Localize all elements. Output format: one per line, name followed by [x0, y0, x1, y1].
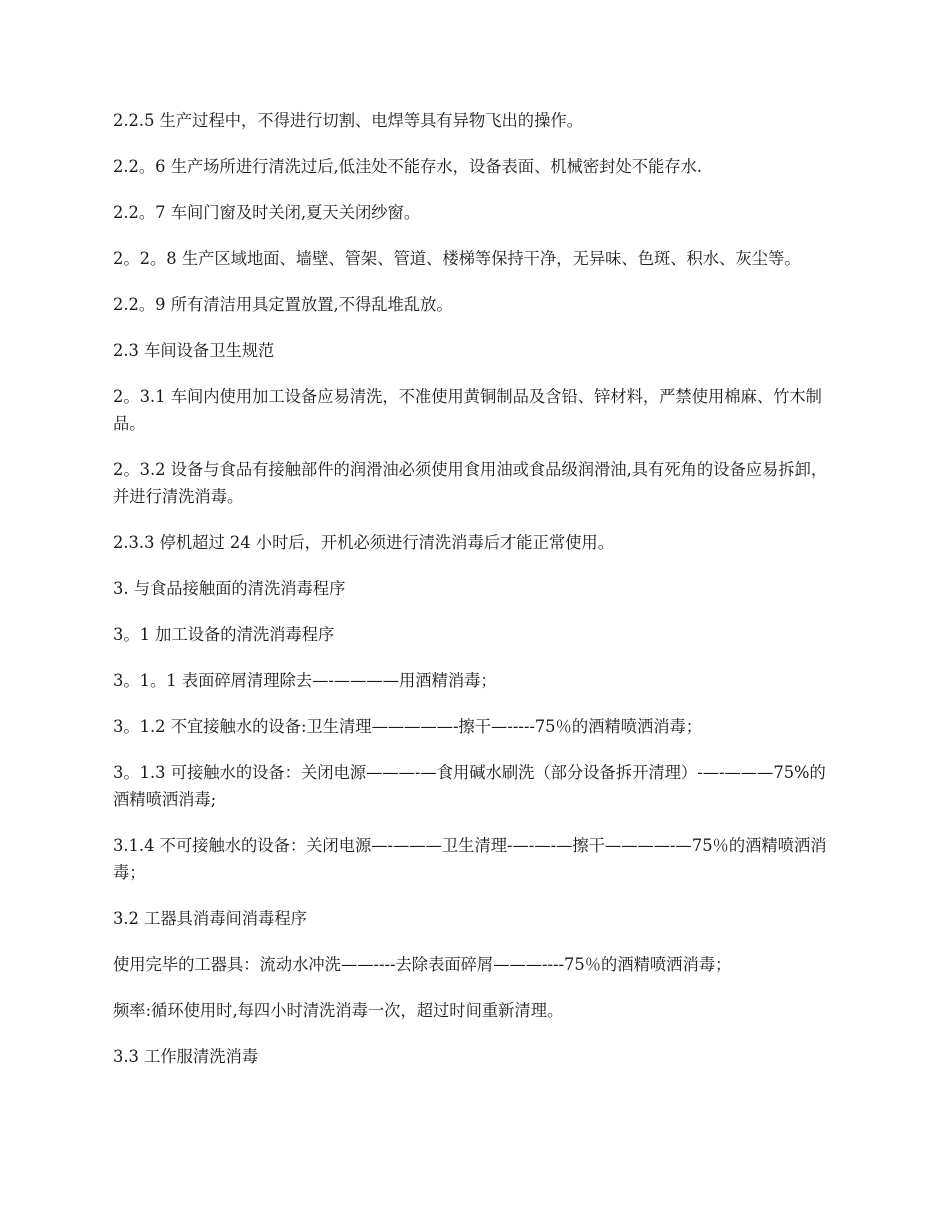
paragraph-frequency: 频率:循环使用时,每四小时清洗消毒一次，超过时间重新清理。 — [113, 1001, 564, 1020]
paragraph-2-3-2: 2。3.2 设备与食品有接触部件的润滑油必须使用食用油或食品级润滑油,具有死角的设备应易拆卸，并进行清洗消毒。 — [113, 460, 828, 506]
paragraph-2-2-9: 2.2。9 所有清洁用具定置放置,不得乱堆乱放。 — [113, 295, 453, 314]
paragraph-3-1-4: 3.1.4 不可接触水的设备：关闭电源—-———卫生清理-—-—-—擦干————-—75％的酒精喷洒消毒； — [113, 836, 827, 882]
section-heading-3: 3. 与食品接触面的清洗消毒程序 — [113, 579, 346, 598]
paragraph-3-1-2: 3。1.2 不宜接触水的设备:卫生清理—————-擦干—-----75％的酒精喷洒消毒； — [113, 717, 703, 736]
paragraph-2-2-7: 2.2。7 车间门窗及时关闭,夏天关闭纱窗。 — [113, 203, 421, 222]
paragraph-2-2-6: 2.2。6 生产场所进行清洗过后,低洼处不能存水，设备表面、机械密封处不能存水. — [113, 157, 703, 176]
paragraph-2-2-5: 2.2.5 生产过程中，不得进行切割、电焊等具有异物飞出的操作。 — [113, 111, 583, 130]
paragraph-tool-procedure: 使用完毕的工器具：流动水冲洗——----去除表面碎屑———----75％的酒精喷洒消毒； — [113, 955, 732, 974]
section-heading-2-3: 2.3 车间设备卫生规范 — [113, 341, 275, 360]
section-heading-3-1: 3。1 加工设备的清洗消毒程序 — [113, 625, 335, 644]
paragraph-3-1-1: 3。1。1 表面碎屑清理除去—-————用酒精消毒； — [113, 671, 497, 690]
paragraph-2-2-8: 2。2。8 生产区域地面、墙壁、管架、管道、楼梯等保持干净，无异味、色斑、积水、灰尘等。 — [113, 249, 801, 268]
paragraph-3-1-3: 3。1.3 可接触水的设备：关闭电源———-—食用碱水刷洗（部分设备拆开清理）-—-———75%的酒精喷洒消毒; — [113, 763, 826, 809]
paragraph-2-3-1: 2。3.1 车间内使用加工设备应易清洗，不准使用黄铜制品及含铅、锌材料，严禁使用棉麻、竹木制品。 — [113, 387, 822, 433]
section-heading-3-3: 3.3 工作服清洗消毒 — [113, 1047, 259, 1066]
paragraph-2-3-3: 2.3.3 停机超过 24 小时后，开机必须进行清洗消毒后才能正常使用。 — [113, 533, 614, 552]
document-body — [113, 107, 838, 1089]
section-heading-3-2: 3.2 工器具消毒间消毒程序 — [113, 909, 307, 928]
